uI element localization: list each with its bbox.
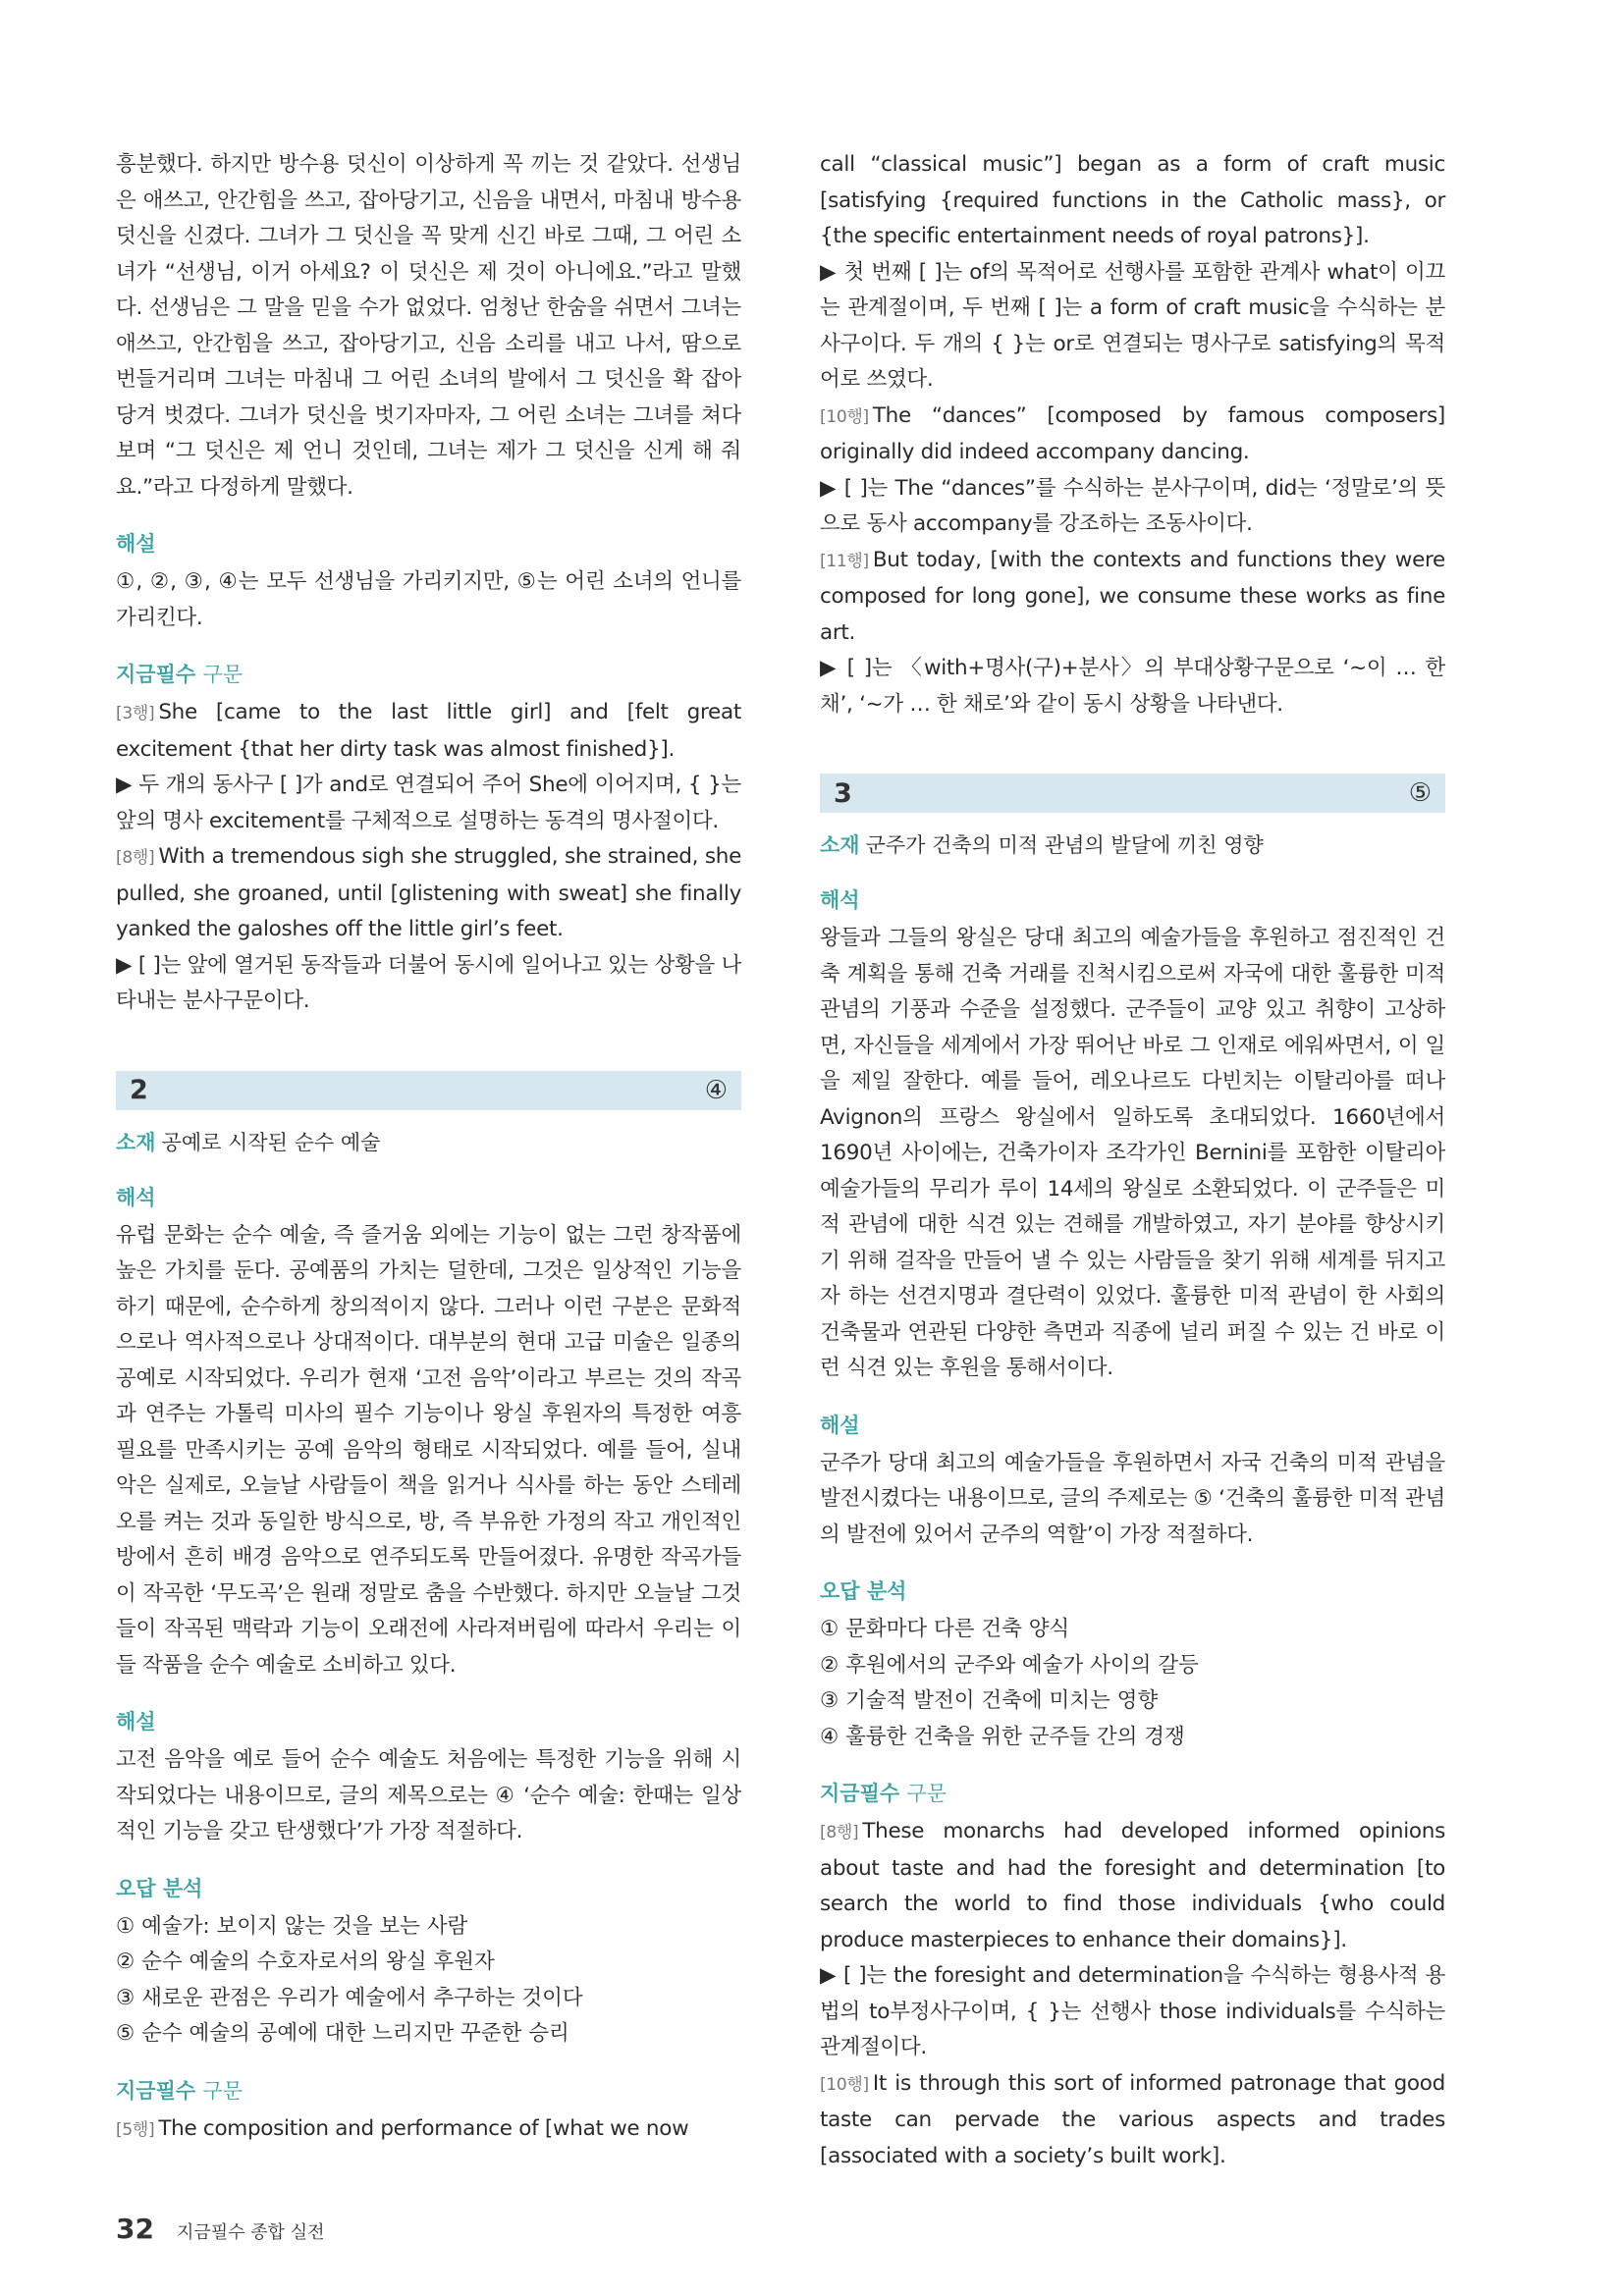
q2-translation: 유럽 문화는 순수 예술, 즉 즐거움 외에는 기능이 없는 그런 창작품에 높은 가치를 둔다. 공예품의 가치는 덜한데, 그것은 일상적인 기능을 하기 때문에, 순수하게 창의적이지 않다. 그러나 이런 구분은 문화적으로나 역사적으로나 상대적이다. 대부분의 현대 고급 미술은 일종의 공예로 시작되었다. 우리가 현재 ‘고전 음악’이라고 부르는 것의 작곡과 연주는 가톨릭 미사의 필수 기능이나 왕실 후원자의 특정한 여흥 필요를 만족시키는 공예 음악의 형태로 시작되었다. 예를 들어, 실내악은 실제로, 오늘날 사람들이 책을 읽거나 식사를 하는 동안 스테레오를 켜는 것과 동일한 방식으로, 방, 즉 부유한 가정의 작고 개인적인 방에서 흔히 배경 음악으로 연주되도록 만들어졌다. 유명한 작곡가들이 작곡한 ‘무도곡’은 원래 정말로 춤을 수반했다. 하지만 오늘날 그것들이 작곡된 맥락과 기능이 오래전에 사라져버림에 따라서 우리는 이들 작품을 순수 예술로 소비하고 있다. [116, 1222, 741, 1678]
line-ref: [8행] [820, 1823, 859, 1842]
q1-sentence-2-note: ▶ [ ]는 앞에 열거된 동작들과 더불어 동시에 일어나고 있는 상황을 나타내는 분사구문이다. [116, 952, 741, 1013]
q2-header-bar [116, 1071, 741, 1110]
q2-wrong-options [116, 1909, 741, 2053]
q3-wrong-options [820, 1612, 1445, 1755]
book-title: 지금필수 종합 실전 [176, 2222, 325, 2243]
q2-sentence-1-note: ▶ 첫 번째 [ ]는 of의 목적어로 선행사를 포함한 관계사 what이 이끄는 관계절이며, 두 번째 [ ]는 a form of craft music을 수식하는 분사구이다. 두 개의 { }는 or로 연결되는 명사구로 satisfying의 목적어로 쓰였다. [820, 259, 1445, 392]
topic-text: 군주가 건축의 미적 관념의 발달에 끼친 영향 [865, 833, 1264, 857]
q3-explanation-heading: 해설 [820, 1413, 860, 1437]
syntax-heading-soft: 구문 [906, 1782, 947, 1805]
list-item: ④ 훌륭한 건축을 위한 군주들 간의 경쟁 [820, 1724, 1185, 1749]
line-ref: [10행] [820, 406, 869, 427]
left-column [116, 147, 741, 2148]
sentence-text: The “dances” [composed by famous composers] originally did indeed accompany dancing. [820, 402, 1445, 464]
q2-explanation-heading: 해설 [116, 1710, 156, 1734]
q3-header-bar [820, 774, 1445, 813]
q2-number: 2 [130, 1075, 148, 1105]
q3-syntax-heading [820, 1777, 1445, 1810]
q3-sentence-1-note: ▶ [ ]는 the foresight and determination을 수식하는 형용사적 용법의 to부정사구이며, { }는 선행사 those individuals를 수식하는 관계절이다. [820, 1963, 1445, 2059]
sentence-text: These monarchs had developed informed opinions about taste and had the foresight and determination [to search the world to find those individuals {who could produce masterpieces to enhance their domains}]. [820, 1819, 1445, 1952]
q1-translation-continued: 흥분했다. 하지만 방수용 덧신이 이상하게 꼭 끼는 것 같았다. 선생님은 애쓰고, 안간힘을 쓰고, 잡아당기고, 신음을 내면서, 마침내 방수용 덧신을 신겼다. 그녀가 그 덧신을 꼭 맞게 신긴 바로 그때, 그 어린 소녀가 “선생님, 이거 아세요? 이 덧신은 제 것이 아니에요.”라고 말했다. 선생님은 그 말을 믿을 수가 없었다. 엄청난 한숨을 쉬면서 그녀는 애쓰고, 안간힘을 쓰고, 잡아당기고, 신음 소리를 내고 나서, 땀으로 번들거리며 그녀는 마침내 그 어린 소녀의 발에서 그 덧신을 확 잡아당겨 벗겼다. 그녀가 덧신을 벗기자마자, 그 어린 소녀는 그녀를 쳐다보며 “그 덧신은 제 언니 것인데, 그녀는 제가 그 덧신을 신게 해 줘요.”라고 다정하게 말했다. [116, 152, 741, 500]
topic-tag: 소재 [116, 1130, 156, 1154]
sentence-text: It is through this sort of informed patronage that good taste can pervade the various aspects and trades [associated with a society’s built work]. [820, 2070, 1445, 2168]
syntax-heading-bold: 지금필수 [820, 1782, 900, 1805]
q2-answer: ④ [704, 1075, 728, 1105]
q2-sentence-3-note: ▶ [ ]는 〈with+명사(구)+분사〉의 부대상황구문으로 ‘~이 … 한 채’, ‘~가 … 한 채로’와 같이 동시 상황을 나타낸다. [820, 656, 1445, 717]
q3-wrong-heading: 오답 분석 [820, 1579, 907, 1603]
list-item: ③ 기술적 발전이 건축에 미치는 영향 [820, 1688, 1159, 1713]
line-ref: [5행] [116, 2119, 155, 2140]
q2-wrong-heading: 오답 분석 [116, 1876, 203, 1900]
page-footer [116, 2213, 325, 2245]
q2-sentence-1 [116, 2111, 741, 2149]
sentence-text: With a tremendous sigh she struggled, she strained, she pulled, she groaned, until [glistening with sweat] she finally yanked the galoshes off the little girl’s feet. [116, 844, 741, 941]
q2-sentence-2 [820, 399, 1445, 471]
q3-translation: 왕들과 그들의 왕실은 당대 최고의 예술가들을 후원하고 점진적인 건축 계획을 통해 건축 거래를 진척시킴으로써 자국에 대한 훌륭한 미적 관념의 기풍과 수준을 설정했다. 군주들이 교양 있고 취향이 고상하면, 자신들을 세계에서 가장 뛰어난 바로 그 인재로 에워싸면서, 이 일을 제일 잘한다. 예를 들어, 레오나르도 다빈치는 이탈리아를 떠나 Avignon의 프랑스 왕실에서 일하도록 초대되었다. 1660년에서 1690년 사이에는, 건축가이자 조각가인 Bernini를 포함한 이탈리아 예술가들의 무리가 루이 14세의 왕실로 소환되었다. 이 군주들은 미적 관념에 대한 식견 있는 견해를 개발하였고, 자기 분야를 향상시키기 위해 걸작을 만들어 낼 수 있는 사람들을 찾기 위해 세계를 뒤지고자 하는 선견지명과 결단력이 있었다. 훌륭한 미적 관념이 한 사회의 건축물과 연관된 다양한 측면과 직종에 널리 퍼질 수 있는 건 바로 이런 식견 있는 후원을 통해서이다. [820, 926, 1445, 1380]
list-item: ② 후원에서의 군주와 예술가 사이의 갈등 [820, 1652, 1199, 1678]
q1-sentence-1 [116, 695, 741, 768]
line-ref: [3행] [116, 704, 155, 723]
sentence-text: But today, [with the contexts and functions they were composed for long gone], we consume these works as fine art. [820, 547, 1445, 645]
q2-translation-heading: 해석 [116, 1185, 156, 1209]
q3-translation-heading: 해석 [820, 888, 860, 912]
list-item: ① 문화마다 다른 건축 양식 [820, 1617, 1070, 1641]
topic-text: 공예로 시작된 순수 예술 [161, 1130, 381, 1154]
q3-explanation: 군주가 당대 최고의 예술가들을 후원하면서 자국 건축의 미적 관념을 발전시켰다는 내용이므로, 글의 주제로는 ⑤ ‘건축의 훌륭한 미적 관념의 발전에 있어서 군주의 역할’이 가장 적절하다. [820, 1450, 1445, 1547]
q2-explanation: 고전 음악을 예로 들어 순수 예술도 처음에는 특정한 기능을 위해 시작되었다는 내용이므로, 글의 제목으로는 ④ ‘순수 예술: 한때는 일상적인 기능을 갖고 탄생했다’가 가장 적절하다. [116, 1747, 741, 1843]
q2-sentence-1-continued: call “classical music”] began as a form of craft music [satisfying {required functions in the Catholic mass}, or {the specific entertainment needs of royal patrons}]. [820, 152, 1445, 248]
q1-syntax-heading [116, 658, 741, 691]
page-number: 32 [116, 2213, 154, 2245]
q2-sentence-2-note: ▶ [ ]는 The “dances”를 수식하는 분사구이며, did는 ‘정말로’의 뜻으로 동사 accompany를 강조하는 조동사이다. [820, 475, 1445, 536]
sentence-text: She [came to the last little girl] and [felt great excitement {that her dirty task was almost finished}]. [116, 700, 741, 762]
q1-sentence-2 [116, 839, 741, 948]
syntax-heading-bold: 지금필수 [116, 663, 196, 686]
syntax-heading-bold: 지금필수 [116, 2078, 196, 2103]
syntax-heading-soft: 구문 [202, 663, 244, 686]
q1-explanation-heading: 해설 [116, 532, 156, 556]
sentence-text: The composition and performance of [what we now [158, 2115, 689, 2141]
q2-syntax-heading [116, 2074, 741, 2108]
q2-sentence-3 [820, 543, 1445, 652]
syntax-heading-soft: 구문 [202, 2078, 244, 2103]
right-column [820, 147, 1445, 2174]
q1-explanation: ①, ②, ③, ④는 모두 선생님을 가리키지만, ⑤는 어린 소녀의 언니를 가리킨다. [116, 569, 741, 630]
q3-sentence-2 [820, 2066, 1445, 2175]
list-item: ③ 새로운 관점은 우리가 예술에서 추구하는 것이다 [116, 1985, 583, 2010]
line-ref: [11행] [820, 551, 869, 571]
list-item: ⑤ 순수 예술의 공예에 대한 느리지만 꾸준한 승리 [116, 2021, 569, 2046]
list-item: ① 예술가: 보이지 않는 것을 보는 사람 [116, 1913, 468, 1939]
q3-sentence-1 [820, 1814, 1445, 1958]
q2-topic [116, 1126, 741, 1159]
topic-tag: 소재 [820, 833, 860, 857]
line-ref: [10행] [820, 2074, 869, 2095]
q3-number: 3 [834, 777, 852, 809]
line-ref: [8행] [116, 848, 155, 868]
q3-topic [820, 828, 1445, 862]
list-item: ② 순수 예술의 수호자로서의 왕실 후원자 [116, 1949, 495, 1974]
q3-answer: ⑤ [1408, 778, 1432, 808]
q1-sentence-1-note: ▶ 두 개의 동사구 [ ]가 and로 연결되어 주어 She에 이어지며, { }는 앞의 명사 excitement를 구체적으로 설명하는 동격의 명사절이다. [116, 773, 741, 833]
